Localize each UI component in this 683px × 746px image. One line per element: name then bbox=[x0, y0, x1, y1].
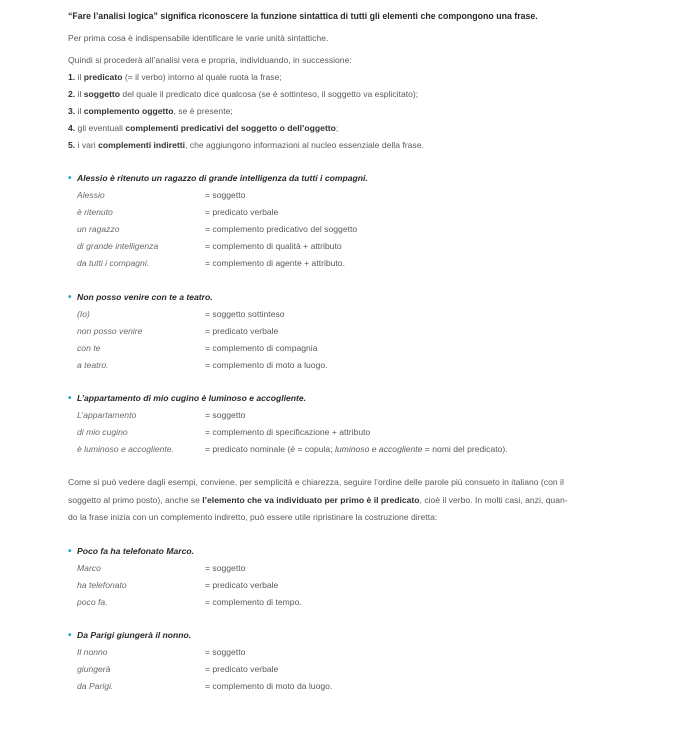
example-block bbox=[68, 543, 668, 611]
step-item: 4. gli eventuali complementi predicativi del soggetto o dell’oggetto; bbox=[68, 123, 339, 133]
analysis-row: giungerà = predicato verbale bbox=[77, 664, 279, 674]
example-block bbox=[68, 627, 668, 695]
analysis-row: Marco = soggetto bbox=[77, 563, 246, 573]
analysis-row: con te = complemento di compagnia bbox=[77, 343, 318, 353]
analysis-row: L’appartamento = soggetto bbox=[77, 410, 246, 420]
bullet-icon: • bbox=[68, 546, 72, 557]
analysis-row: da Parigi. = complemento di moto da luogo. bbox=[77, 681, 333, 691]
explanation-paragraph: Come si può vedere dagli esempi, conviene, per semplicità e chiarezza, seguire l’ordine delle parole più consueto in italiano (con il soggetto al primo posto), anche se l’elemento che va individuato per primo è il predicato, cioè il verbo. In molti casi, anzi, quan- do la frase inizia con un complemento indiretto, può essere utile ripristinare la costruzione diretta: bbox=[68, 477, 568, 522]
intro-heading: “Fare l’analisi logica” significa riconoscere la funzione sintattica di tutti gli elementi che compongono una frase. bbox=[68, 11, 538, 21]
analysis-row: è luminoso e accogliente. = predicato nominale (è = copula; luminoso e accogliente = nomi del predicato). bbox=[77, 444, 508, 454]
example-block bbox=[68, 170, 668, 272]
analysis-row: ha telefonato = predicato verbale bbox=[77, 580, 279, 590]
example-block bbox=[68, 289, 668, 374]
analysis-row: di grande intelligenza = complemento di qualità + attributo bbox=[77, 241, 342, 251]
analysis-row: poco fa. = complemento di tempo. bbox=[77, 597, 302, 607]
first-paragraph: Per prima cosa è indispensabile identificare le varie unità sintattiche. bbox=[68, 33, 329, 43]
bullet-icon: • bbox=[68, 630, 72, 641]
step-item: 5. i vari complementi indiretti, che aggiungono informazioni al nucleo essenziale della frase. bbox=[68, 140, 424, 150]
step-item: 3. il complemento oggetto, se è presente; bbox=[68, 106, 233, 116]
analysis-row: un ragazzo = complemento predicativo del soggetto bbox=[77, 224, 358, 234]
bullet-icon: • bbox=[68, 173, 72, 184]
analysis-row: da tutti i compagni. = complemento di agente + attributo. bbox=[77, 258, 345, 268]
steps-list bbox=[68, 69, 648, 154]
bullet-icon: • bbox=[68, 292, 72, 303]
example-sentence: • L’appartamento di mio cugino è luminoso e accogliente. bbox=[68, 390, 668, 407]
step-item: 1. il predicato (= il verbo) intorno al quale ruota la frase; bbox=[68, 72, 282, 82]
steps-intro: Quindi si procederà all’analisi vera e propria, individuando, in successione: bbox=[68, 55, 352, 65]
example-block bbox=[68, 390, 668, 458]
analysis-row: di mio cugino = complemento di specificazione + attributo bbox=[77, 427, 371, 437]
example-sentence: • Poco fa ha telefonato Marco. bbox=[68, 543, 668, 560]
example-sentence: • Non posso venire con te a teatro. bbox=[68, 289, 668, 306]
analysis-row: Il nonno = soggetto bbox=[77, 647, 246, 657]
example-sentence: • Da Parigi giungerà il nonno. bbox=[68, 627, 668, 644]
step-item: 2. il soggetto del quale il predicato dice qualcosa (se è sottinteso, il soggetto va esplicitato); bbox=[68, 89, 419, 99]
analysis-row: (Io) = soggetto sottinteso bbox=[77, 309, 285, 319]
bullet-icon: • bbox=[68, 393, 72, 404]
analysis-row: è ritenuto = predicato verbale bbox=[77, 207, 279, 217]
analysis-row: non posso venire = predicato verbale bbox=[77, 326, 279, 336]
example-sentence: • Alessio è ritenuto un ragazzo di grande intelligenza da tutti i compagni. bbox=[68, 170, 668, 187]
analysis-row: a teatro. = complemento di moto a luogo. bbox=[77, 360, 328, 370]
analysis-row: Alessio = soggetto bbox=[77, 190, 246, 200]
